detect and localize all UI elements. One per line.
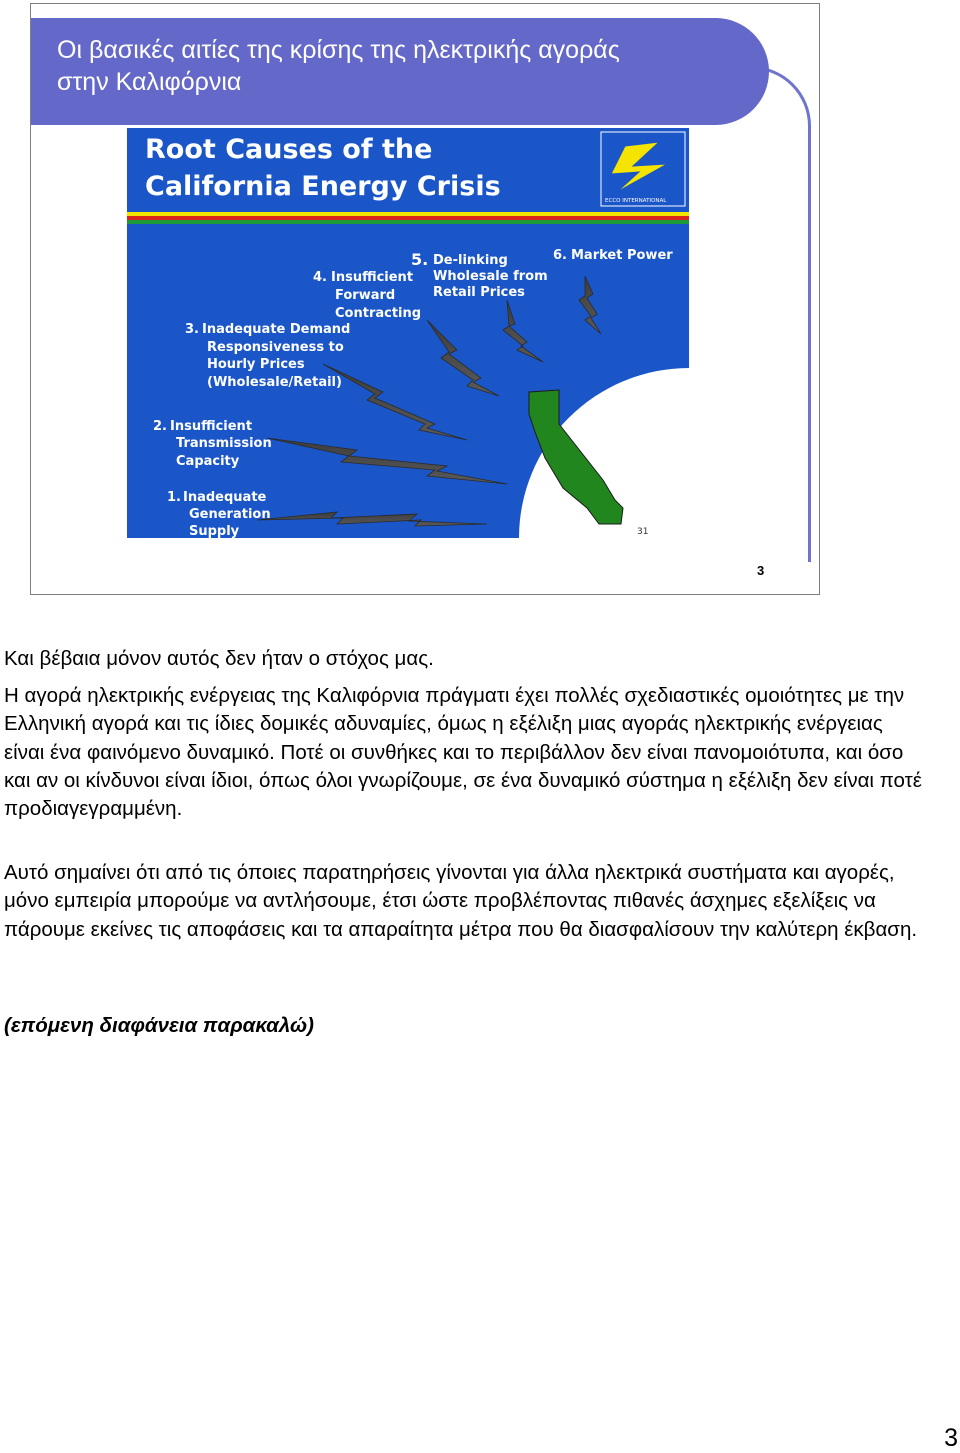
figure-page-ref: 31 xyxy=(637,527,649,537)
cause-5-number: 5. xyxy=(411,250,429,269)
slide-number: 3 xyxy=(757,563,765,578)
cause-1-line1: Inadequate xyxy=(183,490,267,505)
cause-3-number: 3. xyxy=(185,322,199,337)
cause-3-line1: Inadequate Demand xyxy=(202,322,351,337)
cause-4-line3: Contracting xyxy=(335,306,422,321)
paragraph-1: Και βέβαια μόνον αυτός δεν ήταν ο στόχος μας. xyxy=(4,647,434,670)
stripe-green xyxy=(127,220,689,224)
cause-1-number: 1. xyxy=(167,490,181,505)
ecco-logo xyxy=(601,132,685,206)
figure-heading-line2: California Energy Crisis xyxy=(145,171,501,202)
cause-4-number: 4. xyxy=(313,270,327,285)
cause-4-line2: Forward xyxy=(335,288,396,303)
cause-2-line1: Insufficient xyxy=(170,419,253,434)
cause-1-line2: Generation xyxy=(189,507,271,522)
next-slide-note: (επόμενη διαφάνεια παρακαλώ) xyxy=(4,1014,314,1037)
slide-title xyxy=(57,34,757,98)
cause-2-line3: Capacity xyxy=(176,454,240,469)
cause-1-line3: Supply xyxy=(189,524,240,538)
root-causes-figure xyxy=(127,128,689,538)
paragraph-3: Αυτό σημαίνει ότι από τις όποιες παρατηρήσεις γίνονται για άλλα ηλεκτρικά συστήματα και αγορές, μόνο εμπειρία μπορούμε να αντλήσουμε, έτσι ώστε προβλέποντας πιθανές άσχημες εξελίξεις να πάρουμε εκείνες τις αποφάσεις και τα απαραίτητα μέτρα που θα διασφαλίσουν την καλύτερη έκβαση. xyxy=(4,861,918,941)
logo-text: ECCO INTERNATIONAL xyxy=(605,198,667,204)
slide-title-line2: στην Καλιφόρνια xyxy=(57,68,242,96)
paragraph-2: Η αγορά ηλεκτρικής ενέργειας της Καλιφόρνια πράγματι έχει πολλές σχεδιαστικές ομοιότητες με την Ελληνική αγορά και τις ίδιες δομικές αδυναμίες, όμως η εξέλιξη μιας αγοράς ηλεκτρικής ενέργειας είναι ένα φαινόμενο δυναμικό. Ποτέ οι συνθήκες και το περιβάλλον δεν είναι πανομοιότυπα, και όσο και αν οι κίνδυνοι είναι ίδιοι, όπως όλοι γνωρίζουμε, σε ένα δυναμικό σύστημα η εξέλιξη δεν είναι ποτέ προδιαγεγραμμένη. xyxy=(4,684,922,821)
cause-2-line2: Transmission xyxy=(176,436,272,451)
figure-heading-line1: Root Causes of the xyxy=(145,134,433,165)
stripe-yellow xyxy=(127,212,689,216)
slide-thumbnail xyxy=(30,3,820,595)
cause-4-line1: Insufficient xyxy=(331,270,414,285)
page-number: 3 xyxy=(944,1424,958,1452)
cause-6-line1: Market Power xyxy=(571,248,673,263)
cause-5-line3: Retail Prices xyxy=(433,285,525,300)
cause-3-line2: Responsiveness to xyxy=(207,340,344,355)
cause-3-line3: Hourly Prices xyxy=(207,357,305,372)
cause-6-number: 6. xyxy=(553,248,567,263)
cause-5-line1: De-linking xyxy=(433,253,508,268)
slide-title-line1: Οι βασικές αιτίες της κρίσης της ηλεκτρικής αγοράς xyxy=(57,36,620,64)
stripe-red xyxy=(127,216,689,220)
cause-3-line4: (Wholesale/Retail) xyxy=(207,375,342,390)
cause-2-number: 2. xyxy=(153,419,167,434)
cause-5-line2: Wholesale from xyxy=(433,269,548,284)
